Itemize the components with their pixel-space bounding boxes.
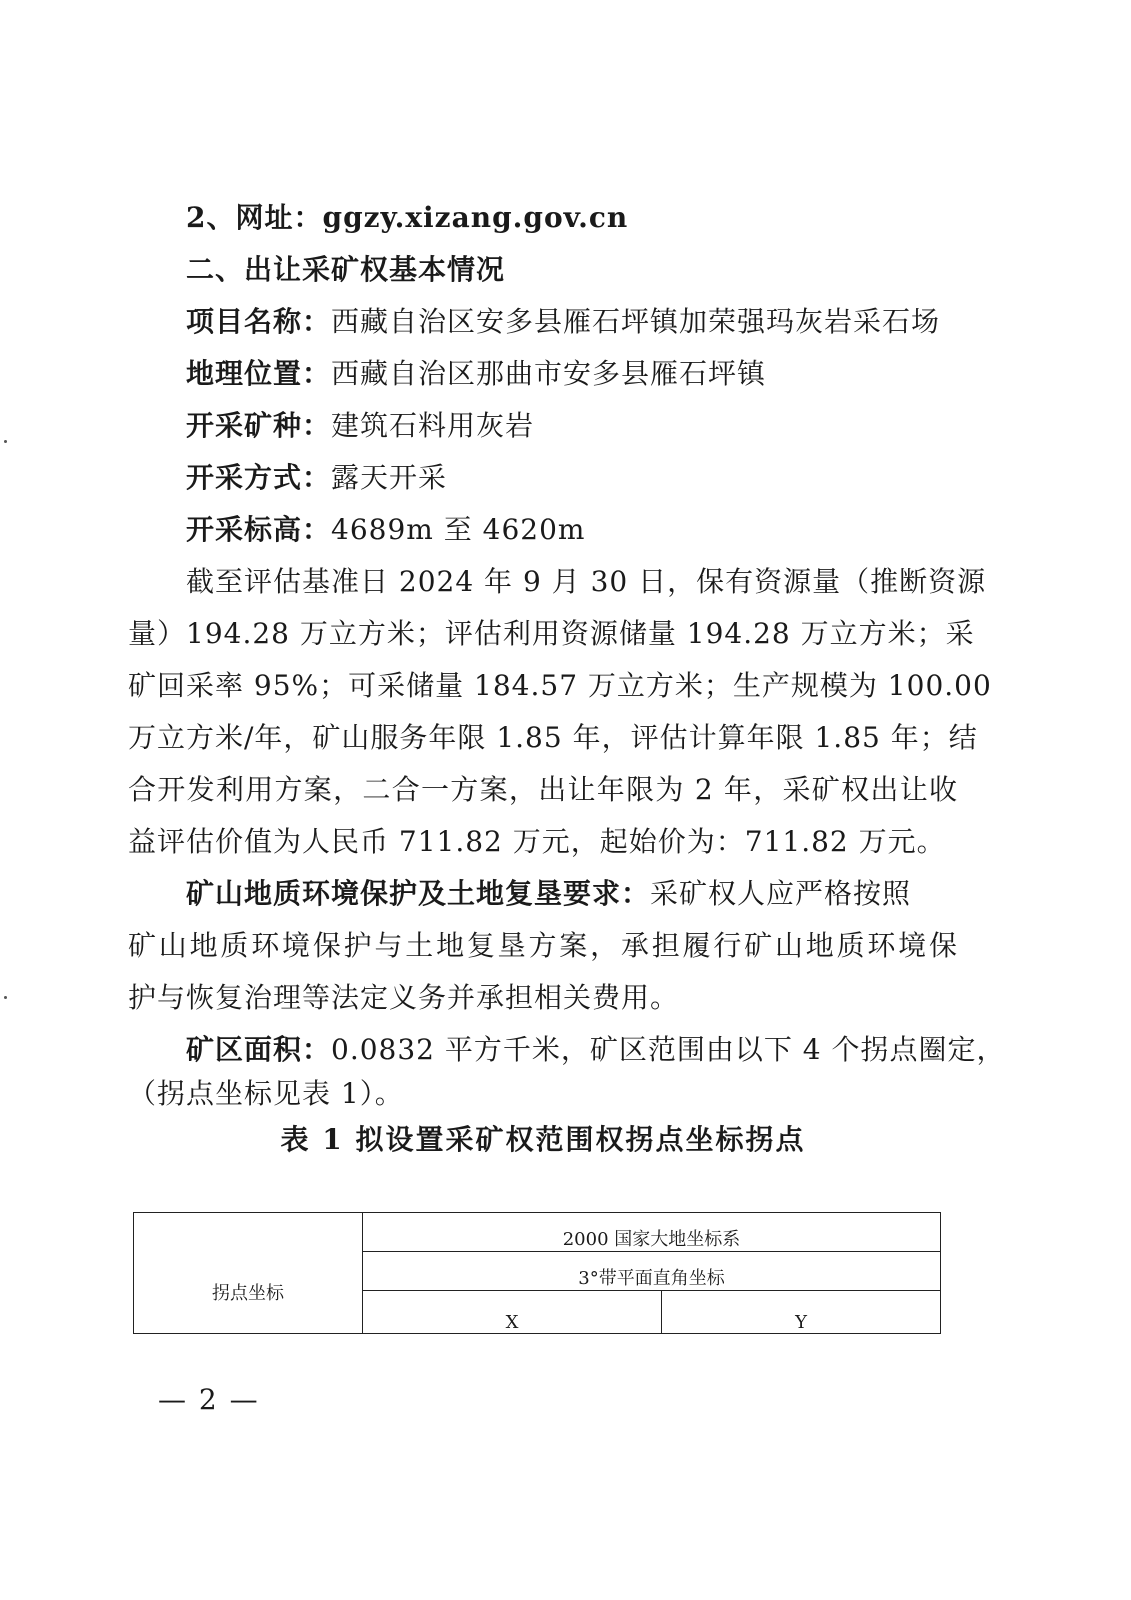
coordinate-system-header: 2000 国家大地坐标系 — [363, 1213, 941, 1252]
project-name-line — [186, 302, 958, 342]
scan-speck — [4, 440, 7, 443]
elevation-line — [186, 510, 958, 550]
paragraph-line: （拐点坐标见表 1）。 — [128, 1077, 404, 1110]
mineral-type-label: 开采矿种： — [186, 409, 332, 442]
paragraph-line: 截至评估基准日 2024 年 9 月 30 日，保有资源量（推断资源 — [186, 565, 987, 598]
mineral-type-value: 建筑石料用灰岩 — [331, 409, 535, 442]
env-requirement-label: 矿山地质环境保护及土地复垦要求： — [186, 877, 651, 910]
env-requirement-text: 采矿权人应严格按照 — [650, 877, 912, 910]
page-number: — 2 — — [158, 1383, 260, 1416]
elevation-value: 4689m 至 4620m — [331, 513, 586, 546]
website-url: ggzy.xizang.gov.cn — [322, 201, 629, 234]
paragraph-line: 量）194.28 万立方米；评估利用资源储量 194.28 万立方米；采 — [128, 617, 975, 650]
project-name-value: 西藏自治区安多县雁石坪镇加荣强玛灰岩采石场 — [331, 305, 941, 338]
area-text: 0.0832 平方千米，矿区范围由以下 4 个拐点圈定， — [331, 1033, 1006, 1066]
project-name-label: 项目名称： — [186, 305, 332, 338]
mining-method-line — [186, 458, 958, 498]
scan-speck — [4, 996, 7, 999]
column-y-header: Y — [662, 1291, 941, 1334]
coordinates-table — [133, 1212, 941, 1334]
area-label: 矿区面积： — [186, 1033, 332, 1066]
column-x-header: X — [363, 1291, 662, 1334]
location-value: 西藏自治区那曲市安多县雁石坪镇 — [331, 357, 767, 390]
mining-method-value: 露天开采 — [331, 461, 448, 494]
table-caption: 表 1 拟设置采矿权范围权拐点坐标拐点 — [280, 1123, 806, 1156]
section-heading: 二、出让采矿权基本情况 — [186, 253, 506, 286]
mineral-type-line — [186, 406, 958, 446]
paragraph-line: 万立方米/年，矿山服务年限 1.85 年，评估计算年限 1.85 年；结 — [128, 721, 978, 754]
paragraph-line: 合开发利用方案，二合一方案，出让年限为 2 年，采矿权出让收 — [128, 773, 958, 806]
paragraph-line: 益评估价值为人民币 711.82 万元，起始价为：711.82 万元。 — [128, 825, 946, 858]
paragraph-line: 矿回采率 95%；可采储量 184.57 万立方米；生产规模为 100.00 — [128, 669, 992, 702]
mining-method-label: 开采方式： — [186, 461, 332, 494]
website-label: 2、网址： — [186, 201, 323, 234]
corner-header: 拐点坐标 — [134, 1213, 363, 1334]
location-label: 地理位置： — [186, 357, 332, 390]
area-line — [186, 1030, 1006, 1070]
website-line — [186, 198, 958, 238]
location-line — [186, 354, 958, 394]
elevation-label: 开采标高： — [186, 513, 332, 546]
projection-header: 3°带平面直角坐标 — [363, 1252, 941, 1291]
paragraph-line: 矿山地质环境保护与土地复垦方案，承担履行矿山地质环境保 — [128, 929, 958, 962]
env-requirement-line — [186, 874, 958, 914]
paragraph-line: 护与恢复治理等法定义务并承担相关费用。 — [128, 981, 680, 1014]
